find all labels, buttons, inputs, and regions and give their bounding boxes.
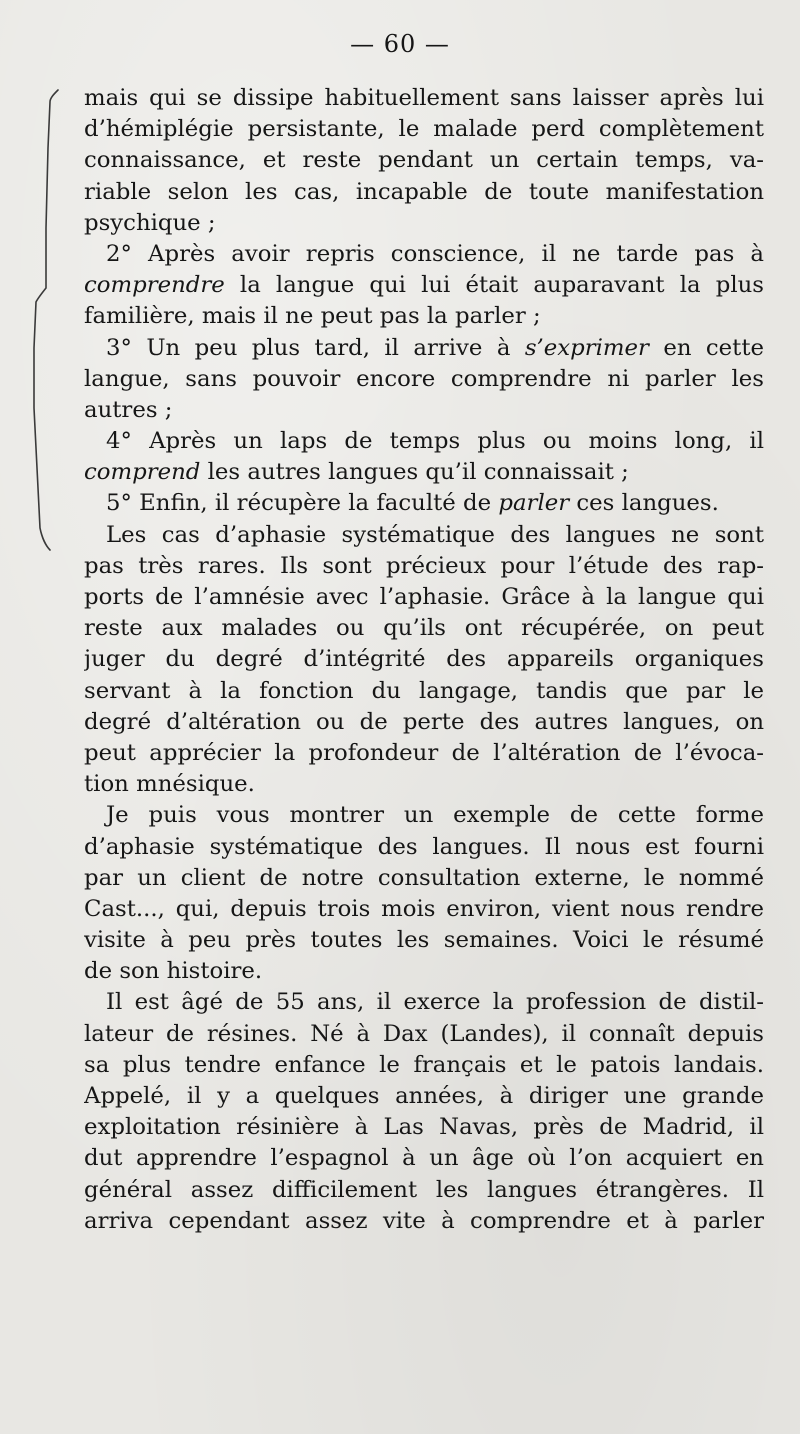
text-line: psychique ;	[84, 209, 216, 236]
text-line: arriva cependant assez vite à comprendre et à parler	[84, 1207, 764, 1234]
text-line: autres ;	[84, 396, 173, 423]
text-line: riable selon les cas, incapable de toute manifestation	[84, 178, 764, 205]
text-line: d’hémiplégie persistante, le malade perd complètement	[84, 116, 764, 143]
text-line: par un client de notre consultation externe, le nommé	[84, 864, 764, 891]
text-run: 3° Un peu plus tard, il arrive à	[106, 334, 525, 361]
text-run: la langue qui lui était auparavant la plus	[224, 272, 764, 299]
text-line: mais qui se dissipe habituellement sans laisser après lui	[84, 85, 764, 111]
text-line: degré d’altération ou de perte des autres langues, on	[84, 708, 764, 735]
text-line: Il est âgé de 55 ans, il exerce la profession de distil-	[106, 989, 764, 1016]
italic-run: s’exprimer	[524, 334, 649, 361]
text-line	[84, 270, 764, 301]
text-line: Cast..., qui, depuis trois mois environ, vient nous rendre	[84, 895, 764, 922]
text-line: exploitation résinière à Las Navas, près de Madrid, il	[84, 1114, 764, 1141]
text-line: général assez difficilement les langues étrangères. Il	[84, 1176, 764, 1203]
text-line: peut apprécier la profondeur de l’altération de l’évoca-	[84, 739, 764, 766]
italic-run: comprendre	[84, 272, 225, 299]
text-line	[84, 457, 764, 488]
text-line: tion mnésique.	[84, 771, 255, 798]
text-run: en cette	[648, 334, 764, 361]
text-line: Les cas d’aphasie systématique des langues ne sont	[106, 521, 764, 548]
text-line	[84, 239, 764, 270]
text-line: juger du degré d’intégrité des appareils organiques	[84, 646, 764, 673]
text-line: Appelé, il y a quelques années, à diriger une grande	[84, 1083, 764, 1109]
text-line: pas très rares. Ils sont précieux pour l’étude des rap-	[84, 552, 764, 579]
text-line: ports de l’amnésie avec l’aphasie. Grâce à la langue qui	[84, 584, 764, 610]
text-line: Je puis vous montrer un exemple de cette forme	[106, 802, 764, 829]
text-run: 2° Après avoir repris conscience, il ne tarde pas à	[106, 240, 764, 267]
text-line: sa plus tendre enfance le français et le patois landais.	[84, 1051, 764, 1078]
text-line: lateur de résines. Né à Dax (Landes), il connaît depuis	[84, 1020, 764, 1047]
italic-run: comprend	[84, 459, 201, 486]
text-run: les autres langues qu’il connaissait ;	[200, 459, 629, 486]
margin-pencil-mark	[20, 88, 60, 558]
text-line: dut apprendre l’espagnol à un âge où l’on acquiert en	[84, 1145, 764, 1172]
text-line: d’aphasie systématique des langues. Il nous est fourni	[84, 833, 764, 860]
text-line: langue, sans pouvoir encore comprendre ni parler les	[84, 365, 764, 392]
italic-run: parler	[498, 490, 570, 517]
body-text	[84, 83, 764, 1237]
text-line: familière, mais il ne peut pas la parler ;	[84, 303, 541, 330]
page-number: — 60 —	[350, 30, 450, 58]
text-line	[84, 488, 764, 519]
text-line: visite à peu près toutes les semaines. Voici le résumé	[84, 927, 764, 954]
text-line: reste aux malades ou qu’ils ont récupérée, on peut	[84, 615, 764, 642]
text-line: servant à la fonction du langage, tandis que par le	[84, 677, 764, 704]
text-line: de son histoire.	[84, 958, 263, 985]
text-run: 5° Enfin, il récupère la faculté de	[106, 490, 499, 517]
text-line: 4° Après un laps de temps plus ou moins long, il	[106, 428, 764, 455]
text-line: connaissance, et reste pendant un certain temps, va-	[84, 147, 764, 174]
text-line	[84, 333, 764, 364]
text-run: ces langues.	[569, 490, 719, 517]
